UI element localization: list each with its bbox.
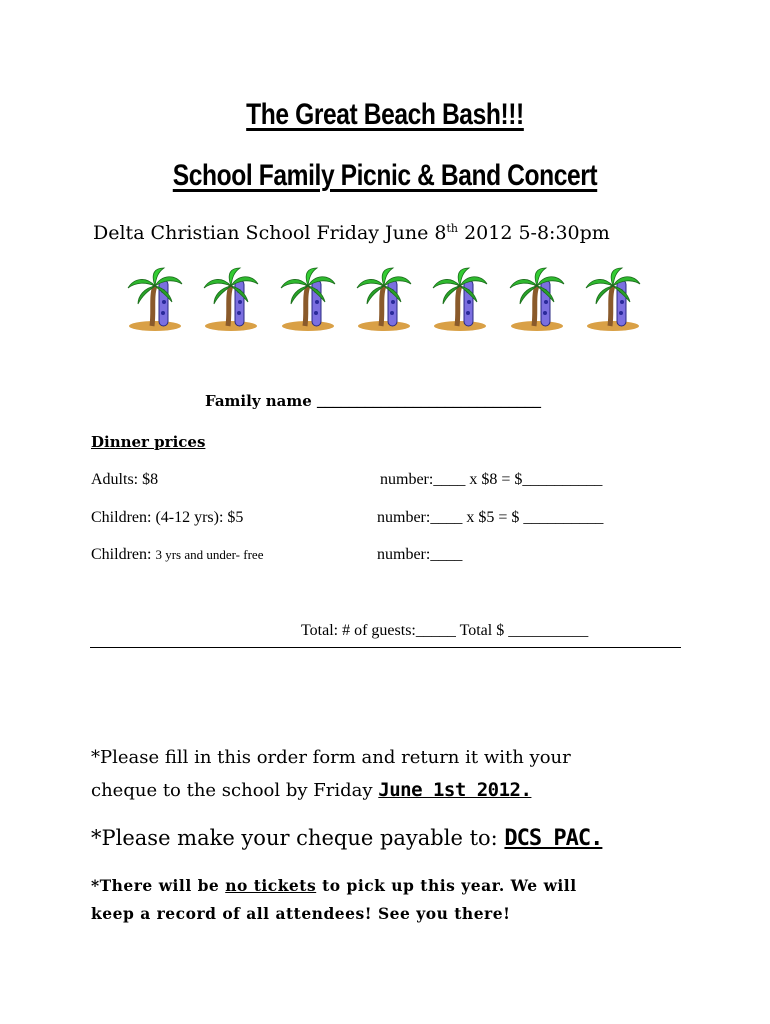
palm-tree-surfboard-icon bbox=[277, 266, 339, 332]
return-instructions-line2: cheque to the school by Friday June 1st 2012. bbox=[91, 779, 532, 801]
family-name-label: Family name ____________________________ bbox=[205, 392, 542, 410]
page-title: The Great Beach Bash!!! bbox=[246, 98, 524, 131]
palm-tree-surfboard-icon bbox=[200, 266, 262, 332]
price-row-toddlers-number[interactable]: number:____ bbox=[377, 546, 463, 563]
total-line[interactable]: Total: # of guests:_____ Total $ __________ bbox=[301, 622, 589, 639]
event-details: Delta Christian School Friday June 8th 2012 5-8:30pm bbox=[93, 222, 610, 244]
return-instructions-line1: *Please fill in this order form and return it with your bbox=[91, 747, 571, 768]
palm-tree-surfboard-icon bbox=[353, 266, 415, 332]
price-row-children-label: Children: (4-12 yrs): $5 bbox=[91, 509, 244, 526]
palm-tree-surfboard-icon bbox=[124, 266, 186, 332]
dinner-prices-heading: Dinner prices bbox=[91, 433, 206, 451]
palm-tree-surfboard-icon bbox=[429, 266, 491, 332]
payable-instructions: *Please make your cheque payable to: DCS PAC. bbox=[91, 826, 603, 851]
payee-name: DCS PAC. bbox=[504, 826, 603, 851]
price-row-adults-number[interactable]: number:____ x $8 = $__________ bbox=[380, 471, 603, 488]
price-row-children-number[interactable]: number:____ x $5 = $ __________ bbox=[377, 509, 604, 526]
return-deadline: June 1st 2012. bbox=[378, 779, 532, 801]
price-row-adults-label: Adults: $8 bbox=[91, 471, 159, 488]
total-divider bbox=[90, 647, 681, 648]
tickets-note-line1: *There will be no tickets to pick up this year. We will bbox=[91, 876, 577, 895]
page-subtitle: School Family Picnic & Band Concert bbox=[172, 159, 598, 192]
palm-tree-surfboard-icon bbox=[582, 266, 644, 332]
price-row-toddlers-label: Children: 3 yrs and under- free bbox=[91, 546, 264, 563]
family-name-blank[interactable]: ____________________________ bbox=[317, 393, 542, 410]
palm-tree-row bbox=[124, 266, 644, 332]
tickets-note-line2: keep a record of all attendees! See you there! bbox=[91, 904, 511, 923]
palm-tree-surfboard-icon bbox=[506, 266, 568, 332]
